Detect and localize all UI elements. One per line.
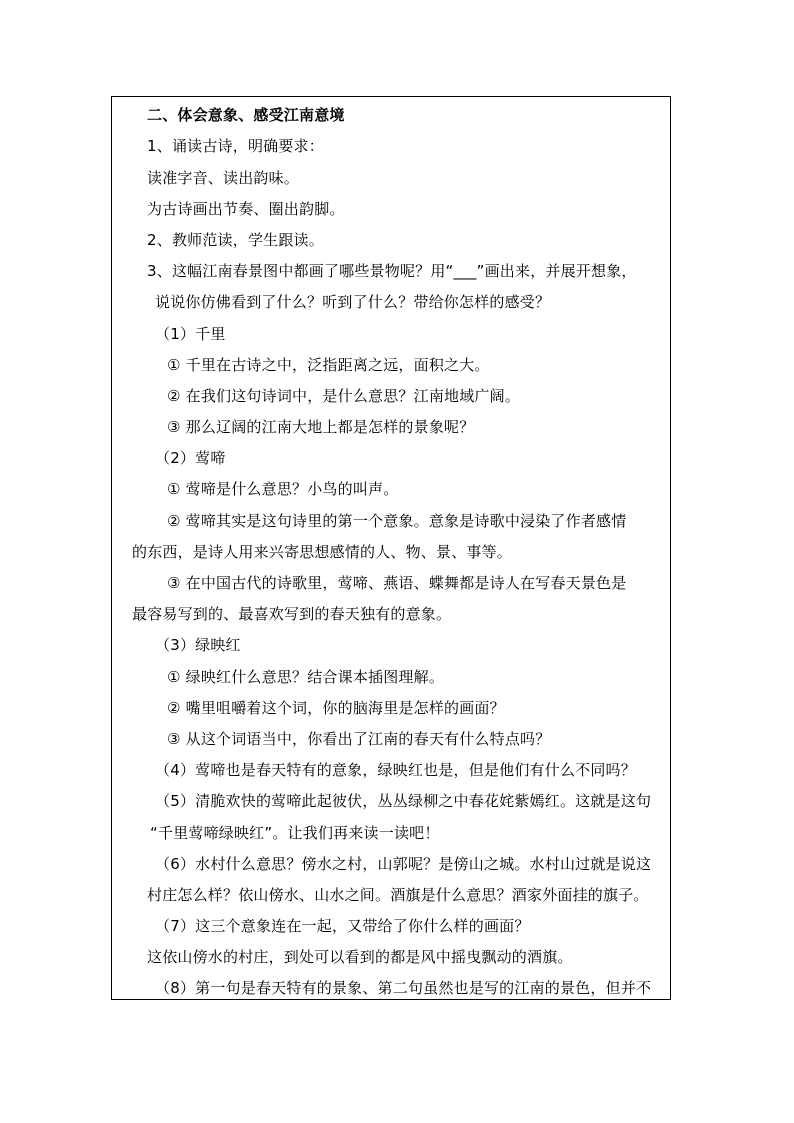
text-line: ③ 在中国古代的诗歌里，莺啼、燕语、蝶舞都是诗人在写春天景色是 [167,574,627,592]
text-line: ③ 从这个词语当中，你看出了江南的春天有什么特点吗？ [167,730,551,748]
text-line: 这依山傍水的村庄，到处可以看到的都是风中摇曳飘动的酒旗。 [147,948,573,966]
text-line: 读准字音、读出韵味。 [147,169,300,187]
text-line: （5）清脆欢快的莺啼此起彼伏，丛丛绿柳之中春花姹紫嫣红。这就是这句 [155,792,652,810]
text-line: 最容易写到的、最喜欢写到的春天独有的意象。 [132,605,452,623]
text-line: ① 绿映红什么意思？结合课本插图理解。 [167,668,445,686]
text-line: ③ 那么辽阔的江南大地上都是怎样的景象呢？ [167,418,475,436]
text-line: （6）水村什么意思？傍水之村，山郭呢？是傍山之城。水村山过就是说这 [155,855,652,873]
text-line: 的东西，是诗人用来兴寄思想感情的人、物、景、事等。 [132,543,513,561]
text-line: （3）绿映红 [155,636,241,654]
text-line: “千里莺啼绿映红”。让我们再来读一读吧！ [150,824,440,842]
section-heading: 二、体会意象、感受江南意境 [147,106,345,124]
text-line: 1、诵读古诗，明确要求： [147,137,324,155]
text-line: （1）千里 [155,325,226,343]
text-line: ① 千里在古诗之中，泛指距离之远，面积之大。 [167,356,490,374]
text-line: （4）莺啼也是春天特有的意象，绿映红也是，但是他们有什么不同吗？ [155,761,636,779]
lesson-plan-table-cell [111,96,671,1000]
text-line: ① 莺啼是什么意思？小鸟的叫声。 [167,480,399,498]
text-line: （2）莺啼 [155,449,226,467]
text-line: 村庄怎么样？依山傍水、山水之间。酒旗是什么意思？酒家外面挂的旗子。 [147,886,649,904]
text-line: 3、这幅江南春景图中都画了哪些景物呢？用“___”画出来，并展开想象， [147,262,637,280]
text-line: ② 在我们这句诗词中，是什么意思？江南地域广阔。 [167,387,521,405]
text-line: ② 嘴里咀嚼着这个词，你的脑海里是怎样的画面？ [167,699,505,717]
text-line: 为古诗画出节奏、圈出韵脚。 [147,200,345,218]
text-line: ② 莺啼其实是这句诗里的第一个意象。意象是诗歌中浸染了作者感情 [167,512,627,530]
text-line: 说说你仿佛看到了什么？听到了什么？带给你怎样的感受？ [155,293,551,311]
text-line: 2、教师范读，学生跟读。 [147,231,324,249]
text-line: （8）第一句是春天特有的景象、第二句虽然也是写的江南的景色，但并不 [155,979,652,997]
text-line: （7）这三个意象连在一起，又带给了你什么样的画面？ [155,917,530,935]
